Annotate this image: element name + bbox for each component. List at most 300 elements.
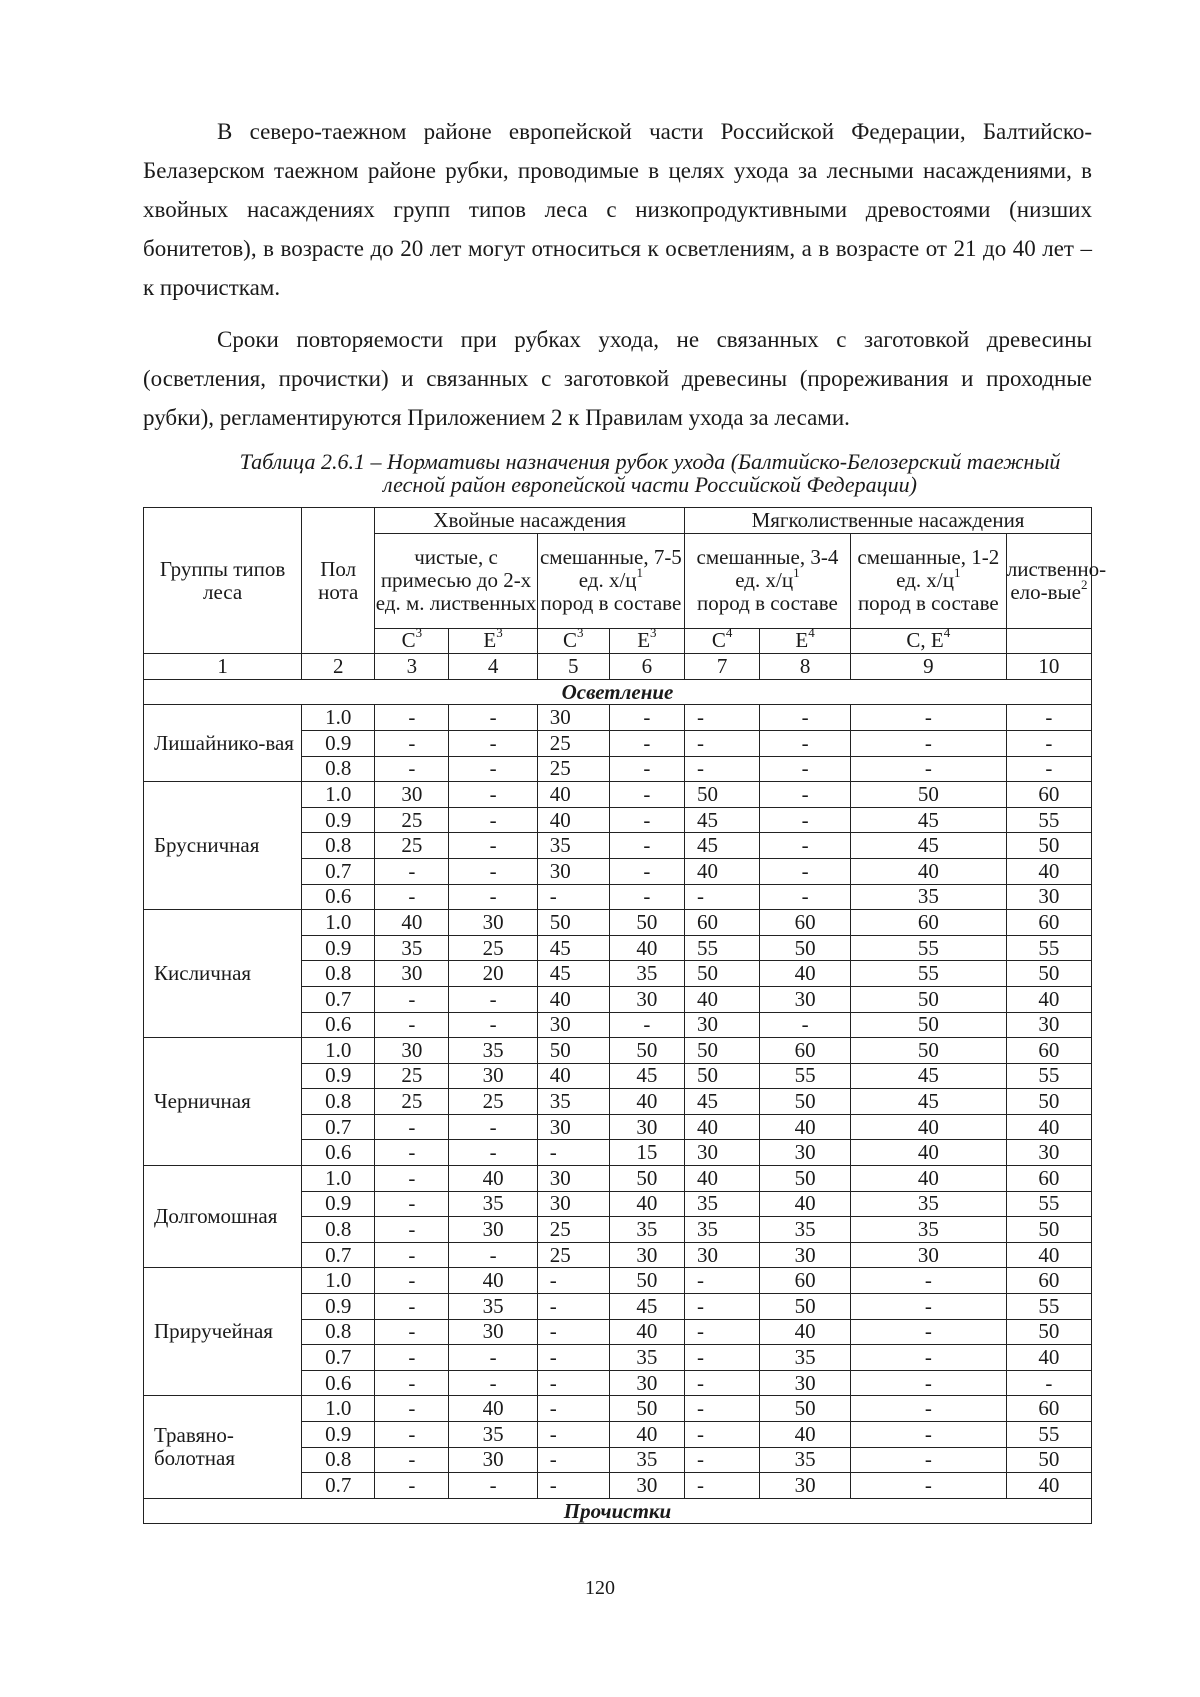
value-cell: 40 — [537, 782, 609, 808]
value-cell: - — [609, 756, 684, 782]
value-cell: 50 — [760, 1396, 851, 1422]
value-cell: 30 — [609, 1370, 684, 1396]
density-cell: 0.6 — [302, 1140, 375, 1166]
value-cell: - — [685, 1396, 760, 1422]
value-cell: 35 — [449, 1038, 537, 1064]
body-paragraph: В северо-таежном районе европейской части Российской Федерации, Балтийско-Белазерском таежном районе рубки, проводимые в целях ухода за лесными насаждениями, в хвойных насаждениях групп типов леса с низкопродуктивными древостоями (низших бонитетов), в возрасте до 20 лет могут относиться к осветлениям, а в возрасте от 21 до 40 лет – к прочисткам. — [143, 119, 1092, 300]
value-cell: 30 — [1006, 884, 1091, 910]
value-cell: 50 — [850, 782, 1006, 808]
value-cell: 45 — [850, 1063, 1006, 1089]
value-cell: 40 — [850, 1166, 1006, 1192]
value-cell: - — [449, 705, 537, 731]
table-row — [144, 705, 1092, 731]
value-cell: 25 — [375, 833, 449, 859]
value-cell: - — [375, 756, 449, 782]
value-cell: - — [375, 730, 449, 756]
value-cell: 40 — [449, 1166, 537, 1192]
value-cell: - — [685, 1447, 760, 1473]
species-cell — [850, 625, 1006, 654]
value-cell: 30 — [609, 1114, 684, 1140]
value-cell: - — [760, 756, 851, 782]
value-cell: 50 — [850, 1038, 1006, 1064]
value-cell: 25 — [449, 935, 537, 961]
value-cell: 15 — [609, 1140, 684, 1166]
value-cell: - — [449, 1370, 537, 1396]
value-cell: - — [760, 884, 851, 910]
value-cell: 35 — [609, 961, 684, 987]
value-cell: 30 — [449, 1447, 537, 1473]
value-cell: 30 — [760, 1242, 851, 1268]
value-cell: 30 — [375, 961, 449, 987]
density-cell: 0.8 — [302, 756, 375, 782]
value-cell: 30 — [537, 705, 609, 731]
value-cell: 60 — [1006, 1038, 1091, 1064]
value-cell: 45 — [609, 1063, 684, 1089]
value-cell: - — [375, 1166, 449, 1192]
value-cell: - — [537, 1345, 609, 1371]
value-cell: 50 — [1006, 1319, 1091, 1345]
value-cell: 30 — [609, 986, 684, 1012]
density-cell: 0.9 — [302, 1422, 375, 1448]
value-cell: - — [449, 1140, 537, 1166]
value-cell: 60 — [685, 910, 760, 936]
value-cell: 50 — [1006, 833, 1091, 859]
forest-type-group: Лишайнико-вая — [144, 705, 302, 782]
footnote-mark: 3 — [415, 625, 423, 641]
species-cell — [685, 625, 760, 654]
value-cell: 55 — [1006, 935, 1091, 961]
value-cell: - — [685, 1294, 760, 1320]
header-mixed-7-5-a: смешанные, 7-5 ед. х/ц — [539, 545, 682, 593]
value-cell: - — [375, 884, 449, 910]
value-cell: - — [449, 858, 537, 884]
value-cell: - — [760, 1012, 851, 1038]
species-cell — [449, 625, 537, 654]
value-cell: - — [375, 1319, 449, 1345]
value-cell: 55 — [1006, 1063, 1091, 1089]
value-cell: - — [609, 705, 684, 731]
value-cell: 40 — [1006, 1114, 1091, 1140]
value-cell: 40 — [537, 807, 609, 833]
value-cell: 35 — [760, 1345, 851, 1371]
value-cell: - — [609, 782, 684, 808]
value-cell: 55 — [850, 935, 1006, 961]
density-cell: 0.7 — [302, 1114, 375, 1140]
value-cell: 50 — [609, 1268, 684, 1294]
species-cell — [1006, 628, 1091, 654]
table-body — [144, 679, 1092, 1524]
value-cell: 50 — [685, 961, 760, 987]
value-cell: 25 — [375, 1089, 449, 1115]
column-number: 5 — [537, 654, 609, 680]
value-cell: - — [609, 833, 684, 859]
table-row — [144, 782, 1092, 808]
value-cell: 30 — [685, 1012, 760, 1038]
value-cell: 30 — [537, 858, 609, 884]
value-cell: - — [685, 1422, 760, 1448]
value-cell: 60 — [1006, 1396, 1091, 1422]
column-numbers-row — [144, 654, 1092, 680]
value-cell: 35 — [537, 833, 609, 859]
value-cell: - — [609, 807, 684, 833]
value-cell: - — [449, 884, 537, 910]
value-cell: 50 — [537, 910, 609, 936]
value-cell: 30 — [609, 1242, 684, 1268]
species-code: С — [401, 628, 416, 653]
value-cell: 60 — [1006, 782, 1091, 808]
density-cell: 0.9 — [302, 1294, 375, 1320]
density-cell: 0.7 — [302, 858, 375, 884]
value-cell: - — [685, 1370, 760, 1396]
density-cell: 0.7 — [302, 986, 375, 1012]
value-cell: 60 — [850, 910, 1006, 936]
value-cell: 50 — [685, 782, 760, 808]
header-group: Группы типов леса — [144, 508, 302, 654]
value-cell: - — [850, 1345, 1006, 1371]
value-cell: 30 — [685, 1140, 760, 1166]
value-cell: 50 — [1006, 1217, 1091, 1243]
value-cell: - — [449, 986, 537, 1012]
density-cell: 1.0 — [302, 910, 375, 936]
value-cell: 55 — [1006, 1422, 1091, 1448]
value-cell: 35 — [760, 1217, 851, 1243]
value-cell: 35 — [685, 1191, 760, 1217]
value-cell: - — [850, 730, 1006, 756]
value-cell: 40 — [609, 1089, 684, 1115]
density-cell: 0.9 — [302, 1063, 375, 1089]
value-cell: - — [537, 1447, 609, 1473]
value-cell: - — [760, 833, 851, 859]
footnote-mark: 4 — [943, 625, 951, 641]
value-cell: 30 — [1006, 1012, 1091, 1038]
value-cell: 40 — [1006, 1345, 1091, 1371]
column-number: 7 — [685, 654, 760, 680]
table-row — [144, 910, 1092, 936]
footnote-mark: 2 — [1080, 576, 1088, 592]
value-cell: 60 — [760, 1268, 851, 1294]
value-cell: - — [609, 858, 684, 884]
value-cell: 25 — [537, 1217, 609, 1243]
value-cell: 40 — [449, 1268, 537, 1294]
density-cell: 1.0 — [302, 1038, 375, 1064]
value-cell: 50 — [1006, 1089, 1091, 1115]
value-cell: - — [760, 730, 851, 756]
value-cell: 30 — [375, 1038, 449, 1064]
value-cell: - — [1006, 705, 1091, 731]
body-paragraph: Сроки повторяемости при рубках ухода, не связанных с заготовкой древесины (осветления, прочистки) и связанных с заготовкой древесины (прореживания и проходные рубки), регламентируются Приложением 2 к Правилам ухода за лесами. — [143, 327, 1092, 430]
page-number: 120 — [585, 1577, 615, 1599]
value-cell: 45 — [537, 961, 609, 987]
value-cell: 35 — [537, 1089, 609, 1115]
value-cell: 40 — [760, 1319, 851, 1345]
value-cell: 30 — [609, 1473, 684, 1499]
header-density: Пол нота — [302, 508, 375, 654]
value-cell: 30 — [850, 1242, 1006, 1268]
value-cell: 30 — [449, 1063, 537, 1089]
header-deciduous — [1006, 533, 1107, 628]
value-cell: 50 — [609, 1038, 684, 1064]
density-cell: 0.7 — [302, 1242, 375, 1268]
value-cell: 40 — [1006, 1473, 1091, 1499]
species-code: С — [563, 628, 578, 653]
value-cell: - — [537, 1294, 609, 1320]
value-cell: - — [449, 1473, 537, 1499]
density-cell: 1.0 — [302, 1268, 375, 1294]
value-cell: 40 — [685, 986, 760, 1012]
density-cell: 0.6 — [302, 1370, 375, 1396]
value-cell: - — [449, 1114, 537, 1140]
value-cell: 50 — [850, 1012, 1006, 1038]
density-cell: 1.0 — [302, 782, 375, 808]
value-cell: 40 — [685, 858, 760, 884]
value-cell: - — [760, 782, 851, 808]
value-cell: 30 — [760, 1140, 851, 1166]
value-cell: 50 — [850, 986, 1006, 1012]
value-cell: - — [850, 1447, 1006, 1473]
table-row — [144, 1268, 1092, 1294]
value-cell: 40 — [609, 1319, 684, 1345]
column-number: 9 — [850, 654, 1006, 680]
value-cell: - — [375, 1217, 449, 1243]
species-cell — [609, 625, 684, 654]
column-number: 8 — [760, 654, 851, 680]
header-pure: чистые, с примесью до 2-х ед. м. лиственных — [375, 533, 538, 628]
value-cell: 40 — [850, 1140, 1006, 1166]
value-cell: 60 — [1006, 910, 1091, 936]
value-cell: 60 — [760, 910, 851, 936]
forest-type-group: Кисличная — [144, 910, 302, 1038]
footnote-mark: 3 — [496, 625, 503, 641]
value-cell: - — [850, 1396, 1006, 1422]
value-cell: 35 — [760, 1447, 851, 1473]
section-clearing: Осветление — [144, 679, 1092, 705]
value-cell: 30 — [760, 1473, 851, 1499]
value-cell: 40 — [375, 910, 449, 936]
species-code: С, Е — [906, 628, 944, 653]
value-cell: 55 — [1006, 1191, 1091, 1217]
forest-type-group: Брусничная — [144, 782, 302, 910]
value-cell: 50 — [760, 1294, 851, 1320]
value-cell: 45 — [609, 1294, 684, 1320]
column-number: 1 — [144, 654, 302, 680]
value-cell: 30 — [537, 1191, 609, 1217]
value-cell: 50 — [609, 1166, 684, 1192]
density-cell: 0.8 — [302, 1089, 375, 1115]
value-cell: 35 — [609, 1447, 684, 1473]
forest-type-group: Приручейная — [144, 1268, 302, 1396]
header-softwood: Мягколиственные насаждения — [685, 508, 1092, 534]
density-cell: 0.6 — [302, 884, 375, 910]
value-cell: - — [685, 1473, 760, 1499]
header-mixed-7-5 — [537, 533, 684, 628]
value-cell: - — [375, 1294, 449, 1320]
forest-type-group: Травяно-болотная — [144, 1396, 302, 1498]
value-cell: 25 — [537, 756, 609, 782]
value-cell: 50 — [609, 1396, 684, 1422]
value-cell: 60 — [1006, 1166, 1091, 1192]
value-cell: 40 — [850, 1114, 1006, 1140]
value-cell: - — [760, 807, 851, 833]
value-cell: 40 — [685, 1114, 760, 1140]
table-row — [144, 1166, 1092, 1192]
value-cell: 55 — [1006, 1294, 1091, 1320]
value-cell: - — [609, 884, 684, 910]
value-cell: - — [1006, 730, 1091, 756]
value-cell: - — [850, 1473, 1006, 1499]
value-cell: - — [850, 1268, 1006, 1294]
density-cell: 0.9 — [302, 935, 375, 961]
value-cell: - — [537, 1140, 609, 1166]
value-cell: 50 — [685, 1063, 760, 1089]
value-cell: 50 — [609, 910, 684, 936]
value-cell: 55 — [760, 1063, 851, 1089]
density-cell: 0.6 — [302, 1012, 375, 1038]
value-cell: 40 — [760, 1114, 851, 1140]
value-cell: - — [850, 1294, 1006, 1320]
value-cell: - — [685, 1319, 760, 1345]
density-cell: 0.8 — [302, 1217, 375, 1243]
species-code: Е — [483, 628, 497, 653]
value-cell: - — [609, 730, 684, 756]
value-cell: - — [537, 1319, 609, 1345]
value-cell: 50 — [760, 1166, 851, 1192]
species-cell — [537, 625, 609, 654]
density-cell: 0.7 — [302, 1473, 375, 1499]
value-cell: 55 — [850, 961, 1006, 987]
value-cell: 35 — [850, 884, 1006, 910]
value-cell: - — [537, 1396, 609, 1422]
value-cell: 55 — [1006, 807, 1091, 833]
value-cell: 50 — [537, 1038, 609, 1064]
value-cell: - — [375, 1012, 449, 1038]
density-cell: 0.8 — [302, 1447, 375, 1473]
value-cell: - — [760, 705, 851, 731]
value-cell: - — [449, 756, 537, 782]
value-cell: - — [449, 782, 537, 808]
value-cell: 40 — [760, 961, 851, 987]
value-cell: 45 — [537, 935, 609, 961]
footnote-mark: 1 — [636, 565, 644, 581]
value-cell: 40 — [1006, 1242, 1091, 1268]
density-cell: 0.8 — [302, 1319, 375, 1345]
value-cell: - — [850, 1422, 1006, 1448]
value-cell: 40 — [685, 1166, 760, 1192]
value-cell: 30 — [449, 1217, 537, 1243]
value-cell: - — [1006, 756, 1091, 782]
value-cell: - — [375, 1370, 449, 1396]
value-cell: 40 — [1006, 858, 1091, 884]
value-cell: 50 — [1006, 961, 1091, 987]
value-cell: - — [449, 1345, 537, 1371]
value-cell: - — [609, 1012, 684, 1038]
header-mixed-3-4-b: пород в составе — [697, 591, 838, 616]
forest-type-group: Долгомошная — [144, 1166, 302, 1268]
value-cell: 60 — [1006, 1268, 1091, 1294]
value-cell: 60 — [760, 1038, 851, 1064]
value-cell: - — [375, 1447, 449, 1473]
table-caption-text: Нормативы назначения рубок ухода (Балтийско-Белозерский таежный лесной район европейской части Российской Федерации) — [383, 449, 1061, 497]
value-cell: 35 — [685, 1217, 760, 1243]
value-cell: 45 — [685, 807, 760, 833]
table-caption — [220, 450, 1080, 496]
value-cell: - — [1006, 1370, 1091, 1396]
header-mixed-3-4 — [685, 533, 851, 628]
value-cell: - — [375, 1396, 449, 1422]
species-code: Е — [795, 628, 809, 653]
value-cell: 25 — [375, 1063, 449, 1089]
density-cell: 0.9 — [302, 807, 375, 833]
value-cell: 50 — [760, 1089, 851, 1115]
value-cell: - — [449, 730, 537, 756]
header-mixed-1-2 — [850, 533, 1006, 628]
value-cell: 50 — [685, 1038, 760, 1064]
value-cell: - — [375, 1191, 449, 1217]
value-cell: - — [685, 1345, 760, 1371]
value-cell: 55 — [685, 935, 760, 961]
value-cell: 35 — [449, 1294, 537, 1320]
value-cell: - — [685, 730, 760, 756]
value-cell: 40 — [449, 1396, 537, 1422]
species-cell — [760, 625, 851, 654]
header-mixed-7-5-b: пород в составе — [540, 591, 682, 616]
value-cell: 25 — [375, 807, 449, 833]
value-cell: - — [685, 756, 760, 782]
footnote-mark: 1 — [953, 565, 961, 581]
value-cell: 25 — [449, 1089, 537, 1115]
value-cell: - — [449, 833, 537, 859]
value-cell: 35 — [449, 1191, 537, 1217]
column-number: 2 — [302, 654, 375, 680]
value-cell: 30 — [760, 1370, 851, 1396]
density-cell: 0.9 — [302, 1191, 375, 1217]
table-row — [144, 1038, 1092, 1064]
value-cell: - — [375, 1422, 449, 1448]
column-number: 3 — [375, 654, 449, 680]
value-cell: 40 — [760, 1191, 851, 1217]
standards-table — [143, 507, 1107, 1524]
header-mixed-3-4-a: смешанные, 3-4 ед. х/ц — [696, 545, 839, 593]
value-cell: 30 — [537, 1114, 609, 1140]
value-cell: - — [850, 1370, 1006, 1396]
value-cell: - — [760, 858, 851, 884]
footnote-mark: 3 — [650, 625, 657, 641]
value-cell: 30 — [537, 1166, 609, 1192]
value-cell: 35 — [375, 935, 449, 961]
density-cell: 1.0 — [302, 1396, 375, 1422]
table-caption-lead: Таблица 2.6.1 – — [239, 449, 382, 474]
header-deciduous-text: лиственно-ело-вые — [1006, 556, 1107, 604]
value-cell: 30 — [537, 1012, 609, 1038]
value-cell: - — [375, 1114, 449, 1140]
value-cell: 40 — [537, 986, 609, 1012]
value-cell: 30 — [685, 1242, 760, 1268]
value-cell: 40 — [609, 1191, 684, 1217]
header-conifer: Хвойные насаждения — [375, 508, 685, 534]
value-cell: - — [449, 1012, 537, 1038]
value-cell: 30 — [760, 986, 851, 1012]
value-cell: 25 — [537, 1242, 609, 1268]
value-cell: - — [685, 1268, 760, 1294]
footnote-mark: 4 — [808, 625, 815, 641]
column-number: 6 — [609, 654, 684, 680]
species-cell — [375, 625, 449, 654]
value-cell: 45 — [850, 807, 1006, 833]
value-cell: - — [850, 705, 1006, 731]
value-cell: - — [537, 1422, 609, 1448]
species-code: Е — [637, 628, 651, 653]
section-cleaning: Прочистки — [144, 1498, 1092, 1524]
species-code: С — [711, 628, 726, 653]
